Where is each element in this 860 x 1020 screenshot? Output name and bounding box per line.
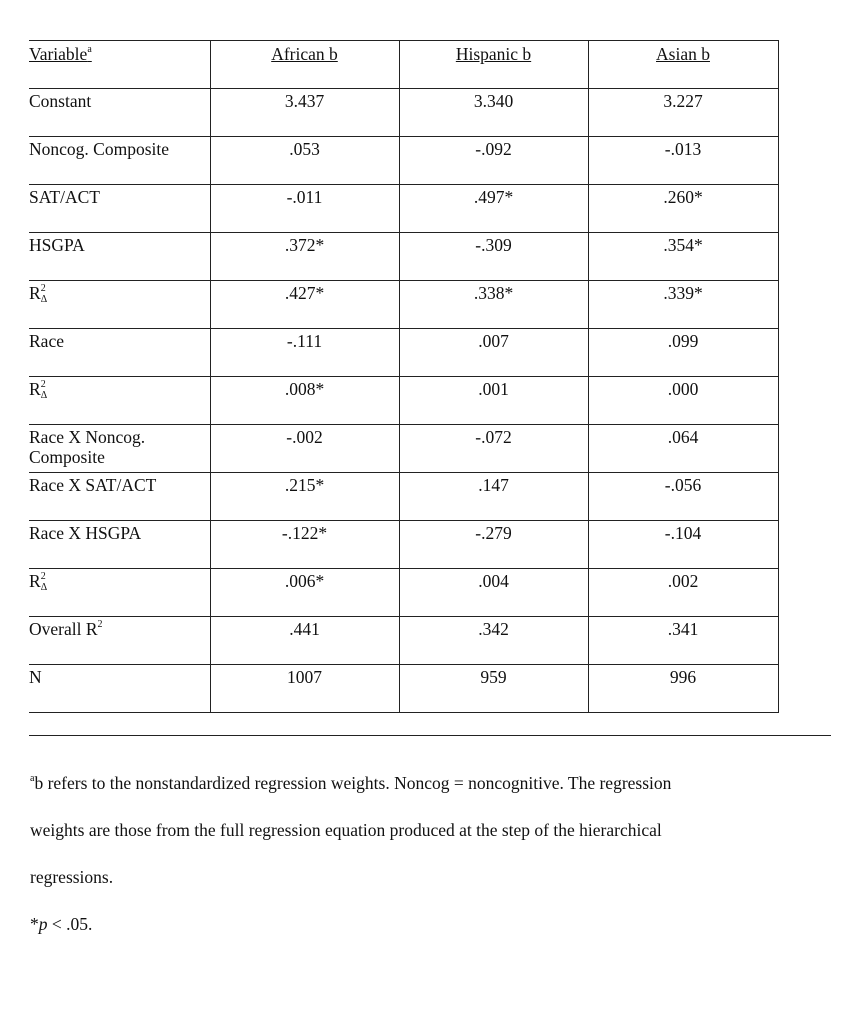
- table-row: [29, 473, 778, 521]
- table-row: [29, 233, 778, 281]
- row-label-text: Constant: [29, 91, 92, 111]
- table-cell: .008*: [210, 377, 399, 425]
- table-cell: .260*: [588, 185, 778, 233]
- table-cell: .215*: [210, 473, 399, 521]
- significance-star: *: [30, 914, 39, 934]
- table-cell: .342: [399, 617, 588, 665]
- table-cell: -.104: [588, 521, 778, 569]
- table-cell: .339*: [588, 281, 778, 329]
- row-label-superscript: 2: [40, 571, 46, 582]
- table-row: [29, 329, 778, 377]
- footnote-text: b refers to the nonstandardized regression weights. Noncog = noncognitive. The regression: [34, 773, 672, 793]
- row-label-superscript: 2: [40, 379, 46, 390]
- table-cell: -.309: [399, 233, 588, 281]
- table-cell: .441: [210, 617, 399, 665]
- row-label-text: Race X Noncog. Composite: [29, 427, 146, 467]
- table-cell: .004: [399, 569, 588, 617]
- significance-note: [30, 901, 830, 948]
- table-cell: .006*: [210, 569, 399, 617]
- regression-table: [29, 40, 779, 713]
- header-variable: [29, 41, 210, 89]
- table-cell: -.092: [399, 137, 588, 185]
- table-cell: 3.437: [210, 89, 399, 137]
- table-cell: .427*: [210, 281, 399, 329]
- table-cell: 3.227: [588, 89, 778, 137]
- row-label: [29, 185, 210, 233]
- row-label-superscript: 2: [40, 283, 46, 294]
- table-row: [29, 281, 778, 329]
- table-cell: 1007: [210, 665, 399, 713]
- row-label-superscript: 2: [97, 619, 103, 630]
- row-label: [29, 377, 210, 425]
- footnote-a: [30, 760, 830, 807]
- table-bottom-rule: [29, 735, 831, 736]
- significance-p: p: [38, 914, 48, 934]
- table-cell: .053: [210, 137, 399, 185]
- row-label-text: SAT/ACT: [29, 187, 100, 207]
- header-variable-text: Variable: [29, 44, 88, 64]
- row-label-text: R: [29, 571, 41, 591]
- table-row: [29, 425, 778, 473]
- row-label: [29, 521, 210, 569]
- header-row: [29, 41, 778, 89]
- row-label-text: R: [29, 379, 41, 399]
- row-label-text: HSGPA: [29, 235, 85, 255]
- table-cell: .372*: [210, 233, 399, 281]
- table-cell: -.056: [588, 473, 778, 521]
- table-cell: .341: [588, 617, 778, 665]
- table-row: [29, 665, 778, 713]
- row-label: [29, 233, 210, 281]
- row-label-subscript: Δ: [40, 294, 48, 305]
- footnote-mark: a: [30, 773, 35, 784]
- table-cell: -.122*: [210, 521, 399, 569]
- table-cell: -.111: [210, 329, 399, 377]
- table-row: [29, 569, 778, 617]
- table-cell: -.279: [399, 521, 588, 569]
- row-label: [29, 281, 210, 329]
- table-row: [29, 617, 778, 665]
- row-label-subscript: Δ: [40, 390, 48, 401]
- table-row: [29, 377, 778, 425]
- table-row: [29, 521, 778, 569]
- table-cell: .001: [399, 377, 588, 425]
- header-asian: Asian b: [588, 41, 778, 89]
- row-label: [29, 89, 210, 137]
- table-cell: .007: [399, 329, 588, 377]
- row-label: [29, 425, 210, 473]
- table-cell: .099: [588, 329, 778, 377]
- row-label-text: Noncog. Composite: [29, 139, 169, 159]
- table-cell: .064: [588, 425, 778, 473]
- table-row: [29, 137, 778, 185]
- significance-threshold: < .05.: [47, 914, 93, 934]
- header-hispanic: Hispanic b: [399, 41, 588, 89]
- row-label-text: R: [29, 283, 41, 303]
- table-notes: [30, 760, 830, 948]
- row-label: [29, 329, 210, 377]
- footnote-a-line3: regressions.: [30, 867, 114, 887]
- table-cell: .002: [588, 569, 778, 617]
- row-label: [29, 473, 210, 521]
- table-row: [29, 89, 778, 137]
- row-label: [29, 569, 210, 617]
- footnote-a-line2: weights are those from the full regression equation produced at the step of the hierarchical: [30, 820, 662, 840]
- row-label: [29, 137, 210, 185]
- table-cell: -.011: [210, 185, 399, 233]
- table-cell: -.002: [210, 425, 399, 473]
- table-cell: -.013: [588, 137, 778, 185]
- table-body: [29, 89, 778, 713]
- row-label-text: Race: [29, 331, 64, 351]
- row-label: [29, 665, 210, 713]
- header-african: African b: [210, 41, 399, 89]
- table-cell: 959: [399, 665, 588, 713]
- table-cell: -.072: [399, 425, 588, 473]
- table-cell: .147: [399, 473, 588, 521]
- table-cell: 996: [588, 665, 778, 713]
- row-label-text: N: [29, 667, 42, 687]
- row-label: [29, 617, 210, 665]
- table-cell: .354*: [588, 233, 778, 281]
- table-cell: .000: [588, 377, 778, 425]
- row-label-text: Race X HSGPA: [29, 523, 142, 543]
- table-cell: 3.340: [399, 89, 588, 137]
- table-cell: .497*: [399, 185, 588, 233]
- row-label-text: Race X SAT/ACT: [29, 475, 157, 495]
- table-row: [29, 185, 778, 233]
- header-footnote-mark: a: [87, 44, 92, 55]
- row-label-text: Overall R: [29, 619, 98, 639]
- row-label-subscript: Δ: [40, 582, 48, 593]
- table-cell: .338*: [399, 281, 588, 329]
